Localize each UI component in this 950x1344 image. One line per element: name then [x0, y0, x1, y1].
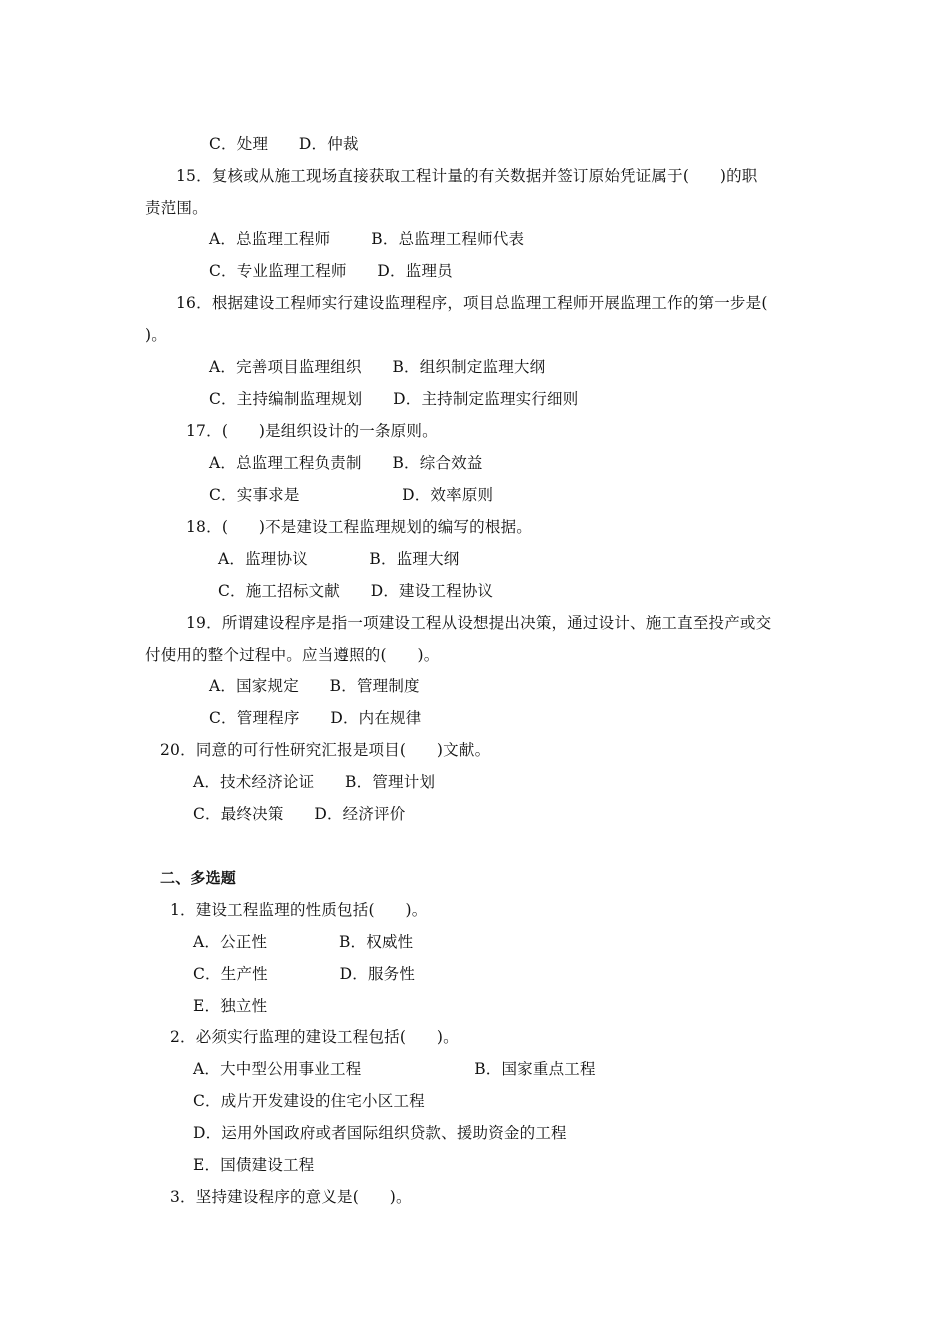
m3-stem: 3．坚持建设程序的意义是( )。 — [170, 1188, 412, 1206]
q19-stem-line2: 付使用的整个过程中。应当遵照的( )。 — [145, 646, 440, 664]
q18-options-cd: C．施工招标文献 D．建设工程协议 — [218, 582, 494, 600]
q19-options-ab: A．国家规定 B．管理制度 — [209, 677, 420, 695]
m2-option-d: D．运用外国政府或者国际组织贷款、援助资金的工程 — [193, 1124, 567, 1142]
m2-option-e: E．国债建设工程 — [193, 1156, 315, 1174]
section-heading-multiple-choice: 二、多选题 — [160, 869, 237, 887]
m1-option-e: E．独立性 — [193, 997, 268, 1015]
q17-stem: 17．( )是组织设计的一条原则。 — [186, 422, 438, 440]
q18-stem: 18．( )不是建设工程监理规划的编写的根据。 — [186, 518, 532, 536]
q20-stem: 20．同意的可行性研究汇报是项目( )文献。 — [160, 741, 491, 759]
m2-options-ab: A．大中型公用事业工程 B．国家重点工程 — [193, 1060, 596, 1078]
m2-option-c: C．成片开发建设的住宅小区工程 — [193, 1092, 425, 1110]
q20-options-cd: C．最终决策 D．经济评价 — [193, 805, 406, 823]
q15-options-ab: A．总监理工程师 B．总监理工程师代表 — [209, 230, 525, 248]
m1-options-ab: A．公正性 B．权威性 — [193, 933, 414, 951]
m1-stem: 1．建设工程监理的性质包括( )。 — [170, 901, 428, 919]
q20-options-ab: A．技术经济论证 B．管理计划 — [193, 773, 436, 791]
q19-options-cd: C．管理程序 D．内在规律 — [209, 709, 422, 727]
m2-stem: 2．必须实行监理的建设工程包括( )。 — [170, 1028, 459, 1046]
q16-stem-line1: 16．根据建设工程师实行建设监理程序，项目总监理工程师开展监理工作的第一步是( — [176, 294, 768, 312]
q16-options-ab: A．完善项目监理组织 B．组织制定监理大纲 — [209, 358, 546, 376]
q18-options-ab: A．监理协议 B．监理大纲 — [218, 550, 460, 568]
q17-options-cd: C．实事求是 D．效率原则 — [209, 486, 494, 504]
q16-options-cd: C．主持编制监理规划 D．主持制定监理实行细则 — [209, 390, 579, 408]
q17-options-ab: A．总监理工程负责制 B．综合效益 — [209, 454, 483, 472]
q16-stem-line2: )。 — [145, 326, 167, 344]
m1-options-cd: C．生产性 D．服务性 — [193, 965, 416, 983]
q15-options-cd: C．专业监理工程师 D．监理员 — [209, 262, 453, 280]
q14-options-cd: C．处理 D．仲裁 — [209, 135, 359, 153]
q15-stem-line2: 责范围。 — [145, 199, 208, 217]
q15-stem-line1: 15．复核或从施工现场直接获取工程计量的有关数据并签订原始凭证属于( )的职 — [176, 167, 758, 185]
q19-stem-line1: 19．所谓建设程序是指一项建设工程从设想提出决策，通过设计、施工直至投产或交 — [186, 614, 772, 632]
